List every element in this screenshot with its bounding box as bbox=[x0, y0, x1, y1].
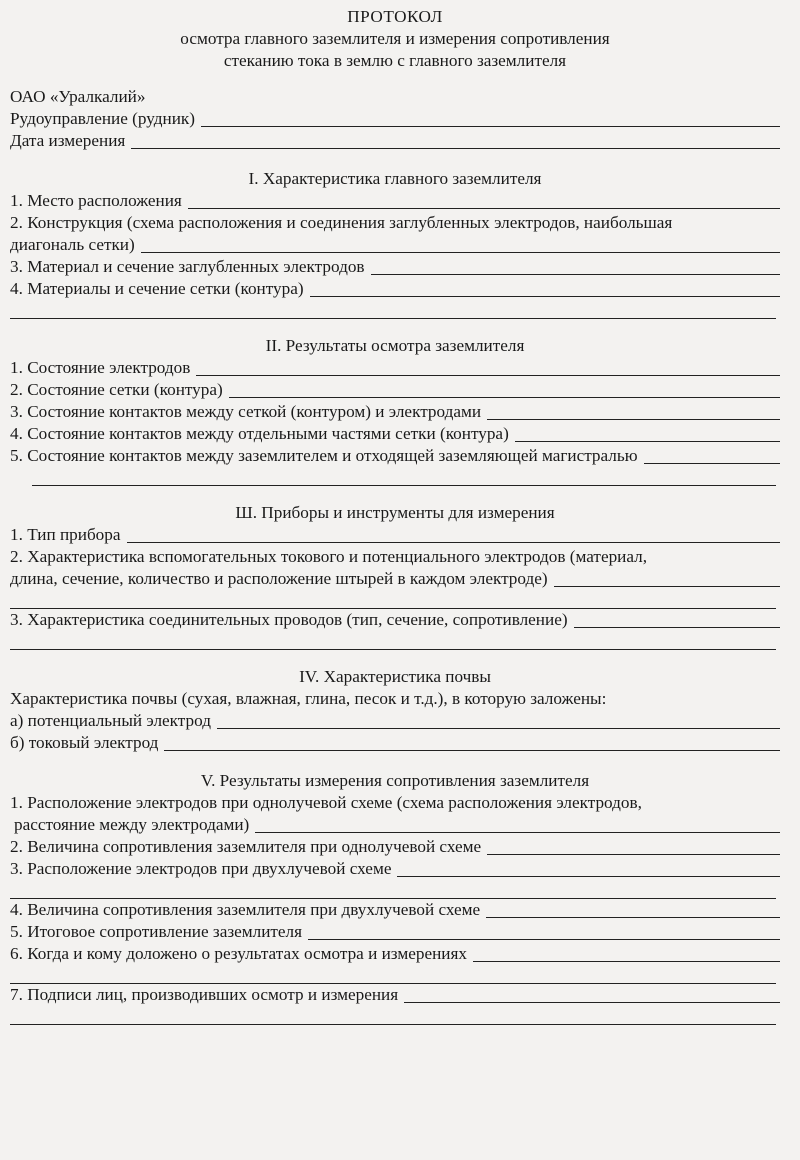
s5-item7-row bbox=[10, 984, 780, 1006]
s5-item3-label: 3. Расположение электродов при двухлучевой схеме bbox=[10, 859, 392, 878]
s3-item1-field[interactable] bbox=[127, 528, 780, 543]
s2-item2-label: 2. Состояние сетки (контура) bbox=[10, 380, 223, 399]
s1-item1-field[interactable] bbox=[188, 194, 780, 209]
section3-heading: Ш. Приборы и инструменты для измерения bbox=[235, 503, 555, 522]
s5-item3-field[interactable] bbox=[397, 862, 780, 877]
s2-item5-field[interactable] bbox=[644, 449, 780, 464]
s5-item4-field[interactable] bbox=[486, 903, 780, 918]
s2-item1-field[interactable] bbox=[196, 361, 780, 376]
s3-item3-label: 3. Характеристика соединительных проводов (тип, сечение, сопротивление) bbox=[10, 610, 568, 629]
s2-item4-row bbox=[10, 423, 780, 445]
s5-item5-row bbox=[10, 921, 780, 943]
s2-item4-field[interactable] bbox=[515, 427, 780, 442]
date-field-label: Дата измерения bbox=[10, 131, 126, 150]
s5-item5-field[interactable] bbox=[308, 925, 780, 940]
s2-item3-field[interactable] bbox=[487, 405, 780, 420]
s5-item1-label-cont: расстояние между электродами) bbox=[14, 815, 250, 834]
s2-item4-label: 4. Состояние контактов между отдельными частями сетки (контура) bbox=[10, 424, 509, 443]
s5-item4-label: 4. Величина сопротивления заземлителя при двухлучевой схеме bbox=[10, 900, 481, 919]
s4-item2-field[interactable] bbox=[164, 736, 780, 751]
s5-item1-field[interactable] bbox=[255, 818, 780, 833]
s1-item2-label-cont: диагональ сетки) bbox=[10, 235, 135, 254]
s5-item6-extra-line[interactable] bbox=[10, 965, 776, 984]
s5-item7-label: 7. Подписи лиц, производивших осмотр и измерения bbox=[10, 985, 399, 1004]
s5-item6-field[interactable] bbox=[473, 947, 780, 962]
s5-item7-field[interactable] bbox=[404, 988, 780, 1003]
s3-item3-field[interactable] bbox=[574, 613, 780, 628]
s3-extra-line[interactable] bbox=[10, 631, 776, 650]
s5-item2-row bbox=[10, 836, 780, 858]
s1-item2-row bbox=[10, 234, 780, 256]
document-title: ПРОТОКОЛ bbox=[347, 7, 443, 26]
s5-signature-line[interactable] bbox=[10, 1006, 776, 1025]
s3-item2-label-cont: длина, сечение, количество и расположение штырей в каждом электроде) bbox=[10, 569, 548, 588]
s1-item1-row bbox=[10, 190, 780, 212]
s3-item2-row bbox=[10, 568, 780, 590]
section5-heading: V. Результаты измерения сопротивления заземлителя bbox=[200, 771, 590, 790]
s1-item3-row bbox=[10, 256, 780, 278]
s1-item1-label: 1. Место расположения bbox=[10, 191, 182, 210]
s1-item2-field[interactable] bbox=[141, 238, 780, 253]
s3-item2-label: 2. Характеристика вспомогательных токового и потенциального электродов (материал, bbox=[10, 547, 648, 566]
s4-item1-row bbox=[10, 710, 780, 732]
s4-item1-field[interactable] bbox=[217, 714, 780, 729]
section4-heading: IV. Характеристика почвы bbox=[299, 667, 491, 686]
s3-item1-label: 1. Тип прибора bbox=[10, 525, 121, 544]
s2-extra-line[interactable] bbox=[32, 467, 776, 486]
s5-item2-field[interactable] bbox=[487, 840, 780, 855]
s1-extra-line[interactable] bbox=[10, 300, 776, 319]
s2-item3-row bbox=[10, 401, 780, 423]
s1-item3-label: 3. Материал и сечение заглубленных электродов bbox=[10, 257, 365, 276]
s4-item1-label: а) потенциальный электрод bbox=[10, 711, 211, 730]
s2-item3-label: 3. Состояние контактов между сеткой (контуром) и электродами bbox=[10, 402, 482, 421]
s5-item1-row bbox=[10, 814, 780, 836]
s2-item5-label: 5. Состояние контактов между заземлителем и отходящей заземляющей магистралью bbox=[10, 446, 638, 465]
date-field[interactable] bbox=[131, 134, 780, 149]
s1-item4-label: 4. Материалы и сечение сетки (контура) bbox=[10, 279, 304, 298]
s2-item5-row bbox=[10, 445, 780, 467]
s4-item2-row bbox=[10, 732, 780, 754]
mine-field-label: Рудоуправление (рудник) bbox=[10, 109, 195, 128]
s5-item3-row bbox=[10, 858, 780, 880]
s5-item3-extra-line[interactable] bbox=[10, 880, 776, 899]
s3-item3-row bbox=[10, 609, 780, 631]
section2-heading: II. Результаты осмотра заземлителя bbox=[265, 336, 525, 355]
s1-item2-label: 2. Конструкция (схема расположения и соединения заглубленных электродов, наибольшая bbox=[10, 213, 673, 232]
s3-item2-extra-line[interactable] bbox=[10, 590, 776, 609]
s4-item2-label: б) токовый электрод bbox=[10, 733, 159, 752]
s5-item1-label: 1. Расположение электродов при однолучевой схеме (схема расположения электродов, bbox=[10, 793, 642, 812]
s1-item3-field[interactable] bbox=[371, 260, 780, 275]
date-field-row bbox=[10, 130, 780, 152]
s1-item4-field[interactable] bbox=[310, 282, 780, 297]
mine-field[interactable] bbox=[201, 112, 780, 127]
s2-item1-row bbox=[10, 357, 780, 379]
company-name: ОАО «Уралкалий» bbox=[10, 87, 146, 106]
s2-item2-field[interactable] bbox=[229, 383, 780, 398]
s5-item5-label: 5. Итоговое сопротивление заземлителя bbox=[10, 922, 303, 941]
s5-item6-label: 6. Когда и кому доложено о результатах осмотра и измерениях bbox=[10, 944, 467, 963]
s4-intro: Характеристика почвы (сухая, влажная, глина, песок и т.д.), в которую заложены: bbox=[10, 689, 607, 708]
s5-item2-label: 2. Величина сопротивления заземлителя при однолучевой схеме bbox=[10, 837, 482, 856]
s5-item6-row bbox=[10, 943, 780, 965]
document-subtitle-line1: осмотра главного заземлителя и измерения сопротивления bbox=[180, 29, 610, 48]
section1-heading: I. Характеристика главного заземлителя bbox=[248, 169, 542, 188]
s2-item2-row bbox=[10, 379, 780, 401]
s3-item1-row bbox=[10, 524, 780, 546]
mine-field-row bbox=[10, 108, 780, 130]
s5-item4-row bbox=[10, 899, 780, 921]
s1-item4-row bbox=[10, 278, 780, 300]
s2-item1-label: 1. Состояние электродов bbox=[10, 358, 191, 377]
s3-item2-field[interactable] bbox=[554, 572, 780, 587]
document-subtitle-line2: стеканию тока в землю с главного заземлителя bbox=[223, 51, 567, 70]
